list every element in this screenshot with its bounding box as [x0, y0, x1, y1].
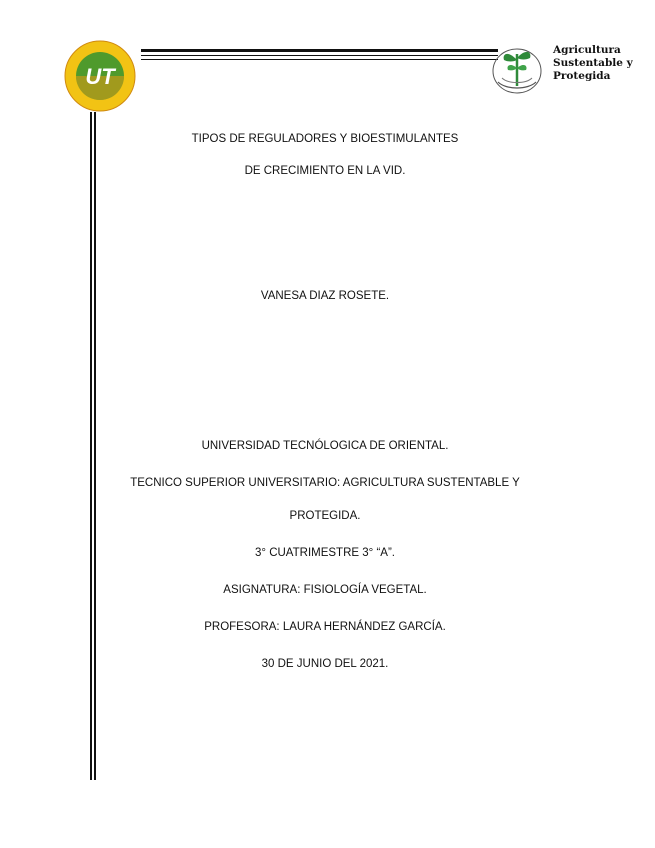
document-title: DE CRECIMIENTO EN LA VID. — [244, 165, 406, 177]
program-logo-line: Agricultura — [553, 44, 621, 56]
university-name: UNIVERSIDAD TECNÓLOGICA DE ORIENTAL. — [201, 440, 449, 452]
header-rule-thin — [141, 59, 498, 60]
program-logo-text — [553, 44, 653, 83]
header-rule-thin — [141, 55, 498, 56]
document-date: 30 DE JUNIO DEL 2021. — [261, 658, 389, 670]
program-name: TECNICO SUPERIOR UNIVERSITARIO: AGRICULTURA SUSTENTABLE Y — [130, 477, 520, 489]
plant-hands-icon — [490, 38, 544, 98]
teacher-name: PROFESORA: LAURA HERNÁNDEZ GARCÍA. — [204, 621, 446, 633]
term-group: 3° CUATRIMESTRE 3° “A”. — [255, 547, 395, 559]
program-name: PROTEGIDA. — [289, 510, 361, 522]
subject-name: ASIGNATURA: FISIOLOGÍA VEGETAL. — [223, 584, 427, 596]
author-name: VANESA DIAZ ROSETE. — [260, 290, 390, 302]
program-logo-line: Sustentable y — [553, 57, 633, 69]
program-logo-line: Protegida — [553, 70, 611, 82]
header-rule-thick — [141, 49, 498, 52]
university-logo — [62, 38, 138, 114]
university-logo-initials: UT — [85, 64, 115, 89]
document-title: TIPOS DE REGULADORES Y BIOESTIMULANTES — [191, 133, 459, 145]
